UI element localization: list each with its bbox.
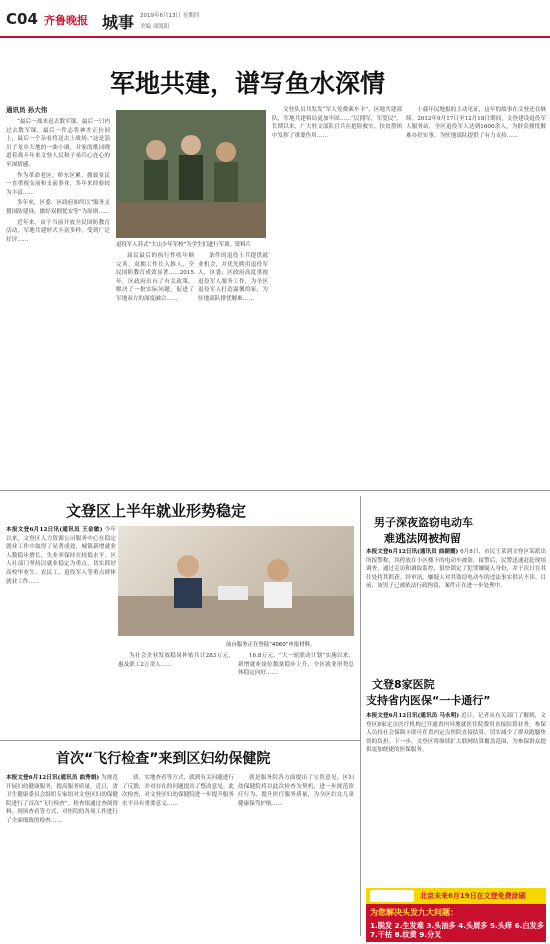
main-headline: 军地共建，谱写鱼水深情 <box>110 69 386 98</box>
section-divider <box>0 490 550 491</box>
issue-date: 2019年6月13日 星期四 <box>140 13 200 19</box>
newspaper-logo: 齐鲁晚报 <box>44 14 88 27</box>
ad-top-text: 北京未来6月19日在文登免费涂刷 <box>420 892 526 900</box>
page-header <box>0 0 550 38</box>
page-editor: 美编 项凯阳 <box>140 24 170 30</box>
ad-title: 为您解决头发九大问题： <box>370 908 458 917</box>
theft-subheadline: 难逃法网被拘留 <box>384 532 461 545</box>
theft-byline: 本报文登6月12日讯(通讯员 曲颖霞) <box>366 549 459 555</box>
main-paragraph: 近年来，由于当前开放全民国防教育活动，军地共建形式丰富多样，受到广泛好评…… <box>6 219 110 243</box>
main-col-2: 届民最后的执行性收年顺完善，双拥工作长入推人，全民国防教育成效显著……2015年，区政府出台了有关政策，解决了一批实际问题，促进了军地双方的深度融合…… <box>116 253 194 302</box>
main-col-5: 十载年民地报的主动见证，这年的故事在文登还在继续。2012年9月17日至12月18日期间，文登建设退役军人服务站，全区退役军人达到1600余人，为群众排忧解难办好实事，为驻地部队提供了有力支持…… <box>406 107 546 139</box>
hospital-headline: 文登8家医院 <box>372 678 435 691</box>
inspection-col-3: 就是服务院各方面提出了宝贵意见。区妇幼保健院将以此次检查为契机，进一步规范诊疗行为，提升医疗服务质量，为全区妇女儿童健康保驾护航…… <box>238 775 354 807</box>
inspection-headline: 首次“飞行检查”来到区妇幼保健院 <box>56 751 271 767</box>
photo-caption: 前台服务正在登陆“4060”申报材料。 <box>226 642 316 648</box>
hospital-subheadline: 支持省内医保“一卡通行” <box>366 694 491 707</box>
inspection-byline: 本报文登6月12日讯(通讯员 曲秀娟) <box>6 775 100 781</box>
main-paragraph: “最后一战来迟去散军课，最后一只内过去散军课，最后一件志将神差正拉间上，最后一个杂看将送去上战场。”这是淄川子龙乡大地的一曲小调，并家的歌词晓道着战斗年来文登人民和子弟兵心连心的至深情感。 <box>6 119 110 168</box>
employment-headline: 文登区上半年就业形势稳定 <box>66 502 247 520</box>
inspection-col-1 <box>6 774 118 938</box>
main-paragraph: 作为革命老区，桥东区累，拥致景民一直重视支前和支前事业，多年来经验较为丰富…… <box>6 172 110 196</box>
ad-logo-icon <box>370 890 414 902</box>
main-paragraph: 多年来，区委、区政府始终以“服务支援国防建设、做好双拥优安等”为原则…… <box>6 200 110 215</box>
photo-caption: 退役军人苏式“大山少年军校”为学生们进行军训。资料片 <box>116 242 251 248</box>
employment-col-2: 为社会企业发放稳岗补贴共计283万元，惠及职工2万余人…… <box>118 653 234 668</box>
hospital-body <box>366 712 546 882</box>
inspection-col-2: 质，实地查看等方式，就到有关问题进行了反馈，并对存在的问题提出了整改意见。此次检查，对文登区妇幼保健院进一步提升服务水平具有重要意义…… <box>122 775 234 807</box>
page-number: C04 <box>6 10 38 28</box>
main-byline: 通讯员 孙大伟 <box>6 106 48 114</box>
theft-headline: 男子深夜盗窃电动车 <box>374 516 473 529</box>
military-training-photo <box>116 110 266 238</box>
photo-figures <box>116 110 266 238</box>
hospital-text: 近日，记者从有关部门了解到，文登区8家定点医疗机构已开通省内异地就医住院费用直接结算业务，参保人员持社会保障卡即可在省内定点医院直接结算，切实减少了群众跑腿垫资的负担。下一步，文登区将继续扩大联网结算覆盖范围，为参保群众提供更加便捷的医保服务。 <box>366 713 546 754</box>
service-counter-photo <box>118 526 354 636</box>
header-rule <box>0 36 550 38</box>
main-col-4: 文登队员共发发“军人免费乘车卡”，区地共建部队，军地共建格局更加牢固……“民拥军，军爱民”，长期以来，广大驻文部队官兵在抢险救灾、扶贫帮困中发挥了重要作用…… <box>272 107 402 139</box>
theft-text: 6月8日，市民王某到文登区某派出所报警称，其停放在小区楼下的电动车被盗。接警后，民警迅速赶赴现场调查，通过走访和调取监控，很快锁定了犯罪嫌疑人身份，并于次日在其住处将其抓获。经审讯，嫌疑人对其盗窃电动车的违法事实供认不讳。目前，该男子已被依法行政拘留，案件正在进一步处理中。 <box>366 549 546 590</box>
ad-items: 1.脱发 2.生发难 3.头油多 4.头屑多 5.头痒 6.白发多 7.干枯 8.纹黄 9.分叉 <box>370 921 544 939</box>
employment-byline: 本报文登6月12日讯(通讯员 王金敏) <box>6 527 103 533</box>
employment-col-3: 16.8万元。“大一轮联动计划”实施以来，新增就业岗位数量稳步上升，全区就业形势总体稳定向好…… <box>238 653 354 677</box>
employment-body: 今年以来，文登区人力资源公司服务中心在稳定就业工作中取得了显著成效，城镇新增就业人数稳步增长，失业率保持在较低水平。区人社部门坚持以就业稳定为重点，切实抓好高校毕业生、农民工、退役军人等重点群体就业工作…… <box>6 527 116 585</box>
inspection-body: 为规范开展妇幼健康服务，提高服务质量，近日，省卫生健康委员会组织专家组对文登区妇幼保健院进行了首次“飞行检查”。检查组通过查阅资料、现场查看等方式，对医院的各项工作进行了全面细致的检查…… <box>6 775 118 824</box>
column-divider <box>360 496 361 936</box>
main-col-1 <box>6 118 110 486</box>
main-col-3: 条件的退役士兵提供就业机会，并优先聘用退役军人，区委、区政府高度重视退役军人服务工作，为全区退役军人打造温馨的家，为驻地部队排忧解难…… <box>198 253 268 302</box>
photo-counter <box>118 526 354 636</box>
section-divider <box>0 740 360 741</box>
section-title: 城事 <box>102 13 135 32</box>
theft-body <box>366 548 546 670</box>
hospital-byline: 本报文登6月12日讯(通讯员 马永明) <box>366 713 460 719</box>
employment-col-1 <box>6 526 116 736</box>
